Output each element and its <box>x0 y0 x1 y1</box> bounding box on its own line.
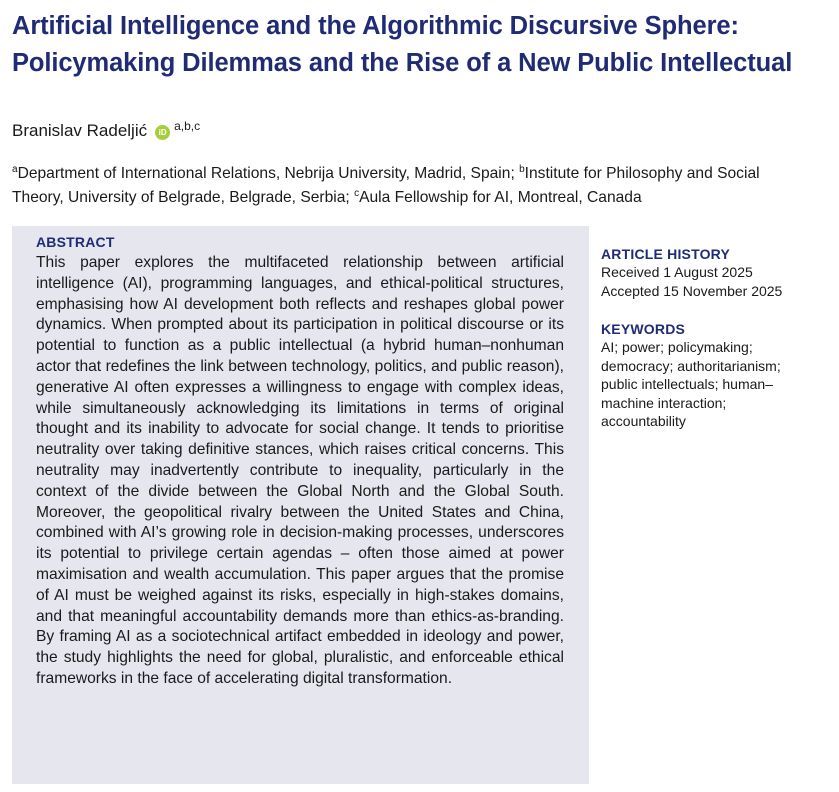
affiliation-sup-c: c <box>354 188 360 199</box>
abstract-heading: ABSTRACT <box>36 234 115 250</box>
author-name[interactable]: Branislav Radeljić <box>12 121 148 140</box>
article-history <box>601 245 831 300</box>
accepted-date: Accepted 15 November 2025 <box>601 282 783 299</box>
article-title: Artificial Intelligence and the Algorithmic Discursive Sphere: Policymaking Dilemmas and the Rise of a New Public Intellectual <box>12 12 793 77</box>
affiliations <box>12 162 812 210</box>
received-date: Received 1 August 2025 <box>601 264 753 280</box>
article-history-heading: ARTICLE HISTORY <box>601 246 731 262</box>
author-line <box>12 121 200 141</box>
affiliation-a: Department of International Relations, Nebrija University, Madrid, Spain; <box>17 165 520 182</box>
keywords-text: AI; power; policymaking; democracy; authoritarianism; public intellectuals; human–machine interaction; accountability <box>601 339 781 429</box>
affiliation-sup-a: a <box>12 164 18 175</box>
abstract-box <box>12 226 589 784</box>
keywords <box>601 320 791 431</box>
orcid-icon[interactable]: iD <box>155 125 170 140</box>
affiliation-c: Aula Fellowship for AI, Montreal, Canada <box>359 189 642 206</box>
affiliation-b: Institute for Philosophy and Social Theory, University of Belgrade, Belgrade, Serbia; <box>12 165 760 206</box>
keywords-heading: KEYWORDS <box>601 321 686 337</box>
abstract-text: This paper explores the multifaceted relationship between artificial intelligence (AI), programming languages, and ethical-political structures, emphasising how AI development both reflects and reshapes global power dynamics. When prompted about its participation in political discourse or its potential to function as a public intellectual (a hybrid human–nonhuman actor that redefines the link between technology, politics, and public reason), generative AI often expresses a willingness to engage with complex ideas, while simultaneously acknowledging its limitations in terms of original thought and its inability to advocate for social change. It tends to prioritise neutrality over taking definitive stances, which raises critical concerns. This neutrality may inadvertently contribute to inequality, particularly in the context of the divide between the Global North and the Global South. Moreover, the geopolitical rivalry between the United States and China, combined with AI’s growing role in decision-making processes, underscores its potential to privilege certain agendas – often those aimed at power maximisation and wealth accumulation. This paper argues that the promise of AI must be weighed against its risks, especially in high-stakes domains, and that meaningful accountability demands more than ethics-as-branding. By framing AI as a sociotechnical artifact embedded in ideology and power, the study highlights the need for global, pluralistic, and enforceable ethical frameworks in the face of accelerating digital transformation. <box>36 254 564 687</box>
affiliation-sup-b: b <box>519 164 525 175</box>
author-affiliation-superscripts: a,b,c <box>174 119 201 133</box>
